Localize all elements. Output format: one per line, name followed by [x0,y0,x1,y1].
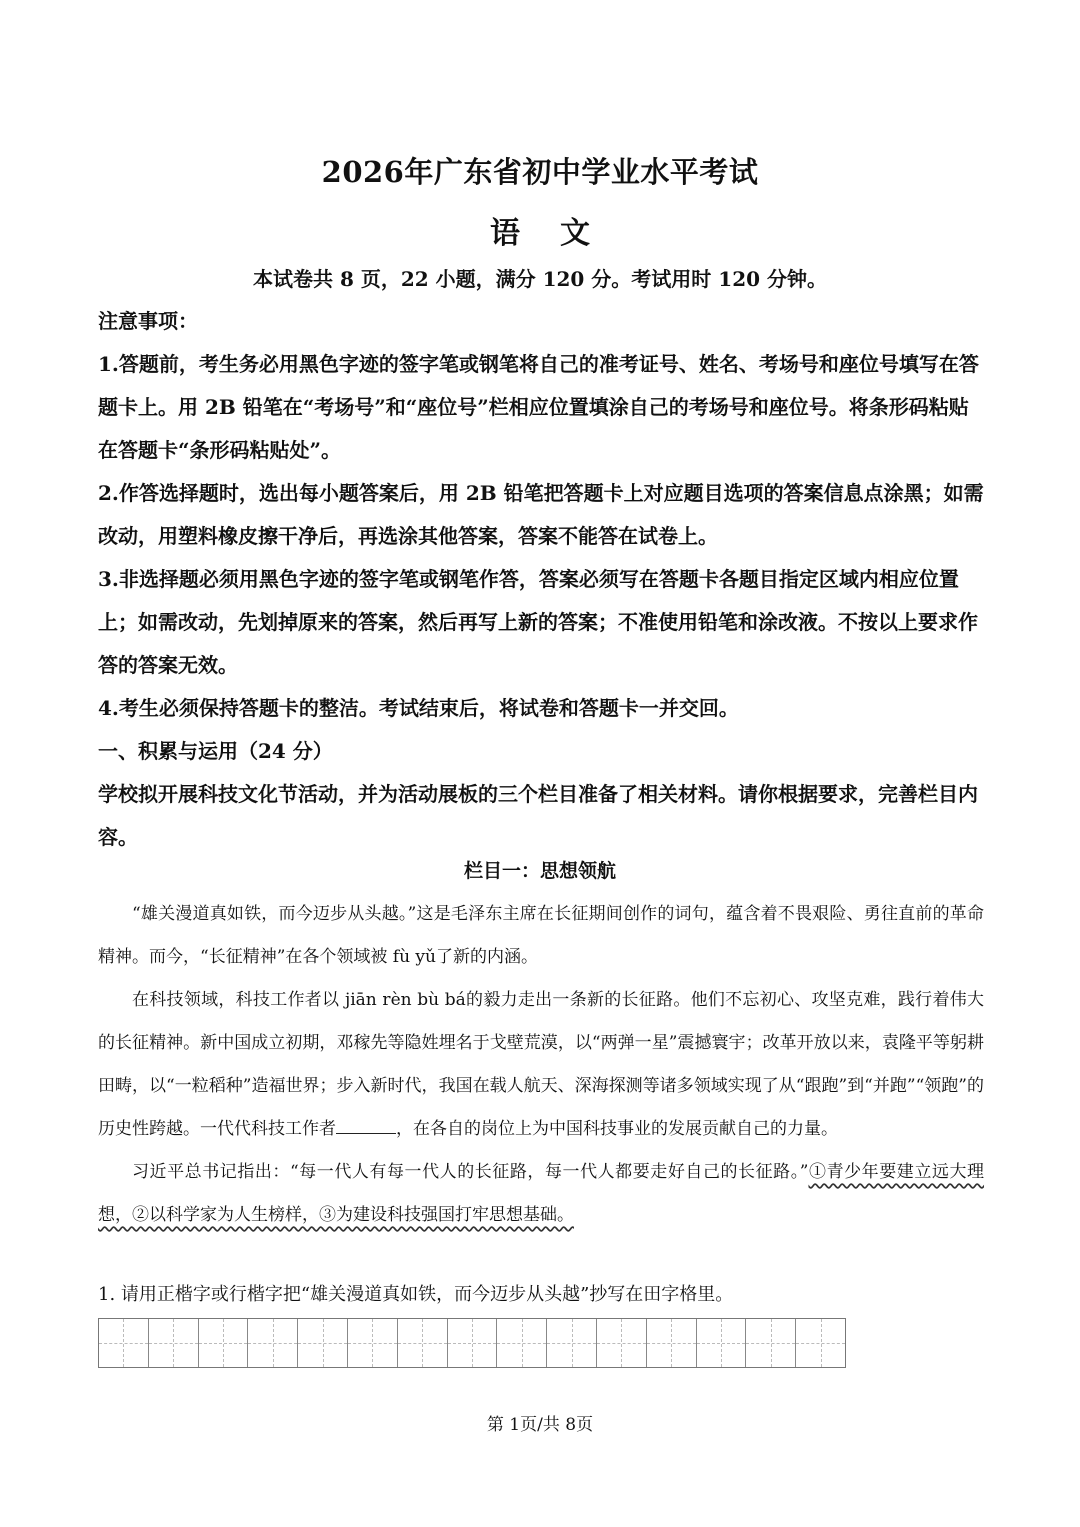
tianzige-cell[interactable] [448,1319,498,1367]
column-title: 栏目一：思想领航 [463,860,616,882]
tianzige-cell[interactable] [149,1319,199,1367]
paragraph-2-text-b: ，在各自的岗位上为中国科技事业的发展贡献自己的力量。 [396,1119,838,1139]
question-1: 1. 请用正楷字或行楷字把“雄关漫道真如铁，而今迈步从头越”抄写在田字格里。 [98,1284,734,1305]
section-title: 一、积累与运用（24 分） [98,739,333,763]
tianzige-cell[interactable] [647,1319,697,1367]
tianzige-cell[interactable] [298,1319,348,1367]
exam-title: 2026年广东省初中学业水平考试 [321,155,759,189]
tianzige-cell[interactable] [497,1319,547,1367]
tianzige-grid[interactable] [98,1318,846,1368]
notice-section [98,300,984,859]
tianzige-cell[interactable] [597,1319,647,1367]
paragraph-2-text-a: 在科技领域，科技工作者以 jiān rèn bù bá的毅力走出一条新的长征路。他们不忘初心、攻坚克难，践行着伟大的长征精神。新中国成立初期，邓稼先等隐姓埋名于戈壁荒漠，以“两弹一星”震撼寰宇；改革开放以来，袁隆平等躬耕田畴，以“一粒稻种”造福世界；步入新时代，我国在载人航天、深海探测等诸多领域实现了从“跟跑”到“并跑”“领跑”的历史性跨越。一代代科技工作者 [98,990,984,1139]
passage-paragraph-1: “雄关漫道真如铁，而今迈步从头越。”这是毛泽东主席在长征期间创作的词句，蕴含着不畏艰险、勇往直前的革命精神。而今，“长征精神”在各个领域被 fù yǔ了新的内涵。 [98,904,984,967]
notice-item-1: 1.答题前，考生务必用黑色字迹的签字笔或钢笔将自己的准考证号、姓名、考场号和座位号填写在答题卡上。用 2B 铅笔在“考场号”和“座位号”栏相应位置填涂自己的考场号和座位号。将条形码粘贴在答题卡“条形码粘贴处”。 [98,352,979,462]
section-intro: 学校拟开展科技文化节活动，并为活动展板的三个栏目准备了相关材料。请你根据要求，完善栏目内容。 [98,782,978,849]
exam-info: 本试卷共 8 页，22 小题，满分 120 分。考试用时 120 分钟。 [253,267,827,291]
notice-heading: 注意事项： [98,309,198,333]
notice-item-4: 4.考生必须保持答题卡的整洁。考试结束后，将试卷和答题卡一并交回。 [98,696,739,720]
tianzige-cell[interactable] [746,1319,796,1367]
tianzige-cell[interactable] [199,1319,249,1367]
tianzige-cell[interactable] [248,1319,298,1367]
page-footer: 第 1页/共 8页 [486,1415,594,1435]
tianzige-cell[interactable] [99,1319,149,1367]
fill-blank[interactable] [336,1115,396,1134]
passage-paragraph-3 [98,1151,984,1237]
passage [98,893,984,1237]
wavy-underlined-sentence: ①青少年要建立远大理想，②以科学家为人生榜样，③为建设科技强国打牢思想基础。 [98,1162,985,1225]
tianzige-cell[interactable] [348,1319,398,1367]
paragraph-3-text-a: 习近平总书记指出：“每一代人有每一代人的长征路，每一代人都要走好自己的长征路。” [132,1162,809,1182]
tianzige-cell[interactable] [796,1319,845,1367]
passage-paragraph-2 [98,979,984,1151]
subject-title: 语文 [490,216,630,251]
notice-item-3: 3.非选择题必须用黑色字迹的签字笔或钢笔作答，答案必须写在答题卡各题目指定区域内相应位置上；如需改动，先划掉原来的答案，然后再写上新的答案；不准使用铅笔和涂改液。不按以上要求作答的答案无效。 [98,567,978,677]
notice-item-2: 2.作答选择题时，选出每小题答案后，用 2B 铅笔把答题卡上对应题目选项的答案信息点涂黑；如需改动，用塑料橡皮擦干净后，再选涂其他答案，答案不能答在试卷上。 [98,481,984,548]
tianzige-cell[interactable] [398,1319,448,1367]
tianzige-cell[interactable] [547,1319,597,1367]
tianzige-cell[interactable] [697,1319,747,1367]
